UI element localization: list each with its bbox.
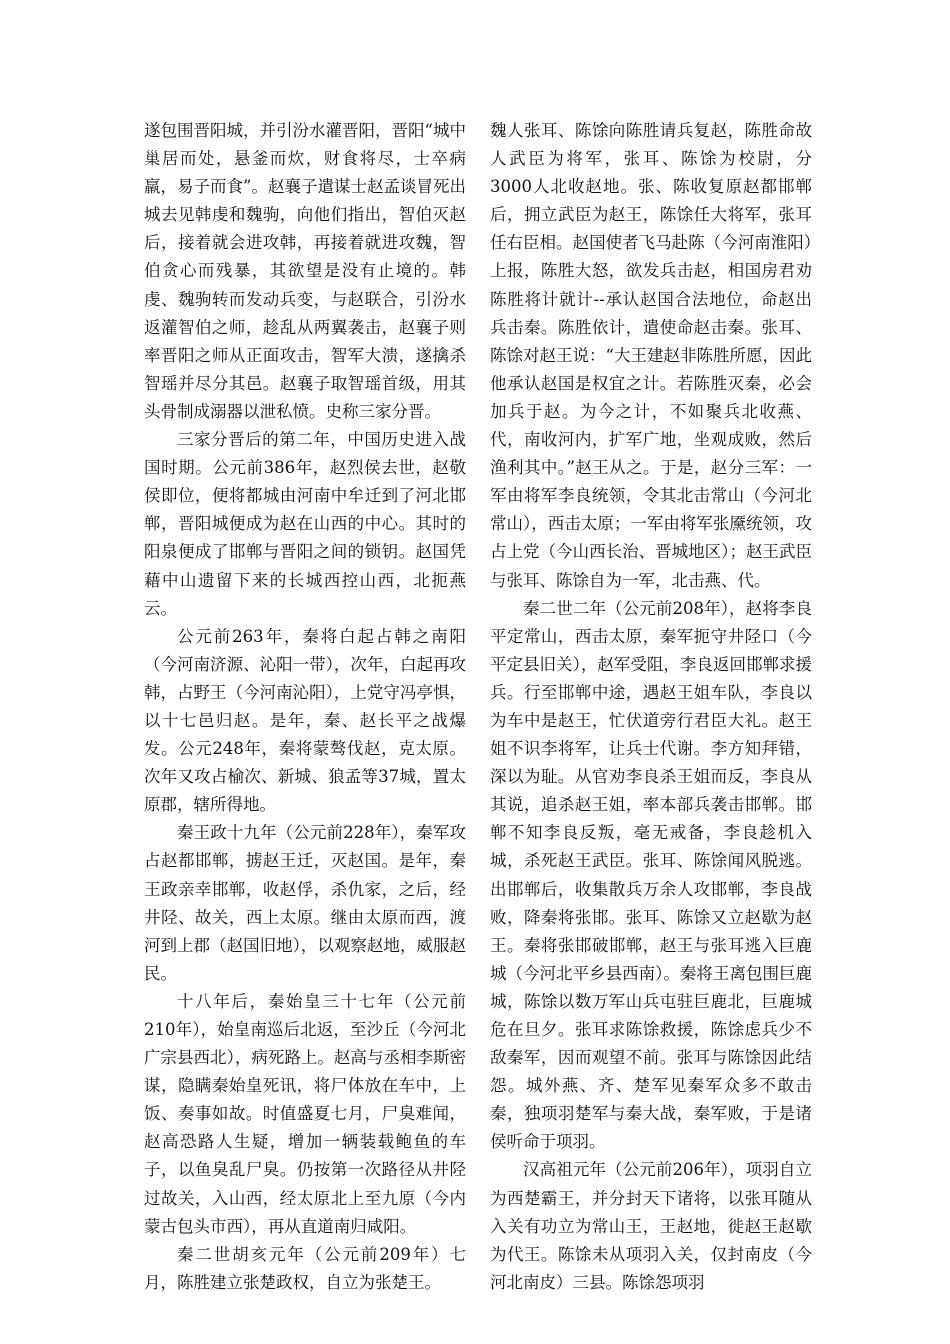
- paragraph-warring-states: 三家分晋后的第二年，中国历史进入战国时期。公元前386年，赵烈侯去世，赵敬侯即位，便将都城由河南中牟迁到了河北邯郸，晋阳城便成为赵在山西的中心。其时的阳泉便成了邯郸与晋阳之间的锁钥。赵国凭藉中山遗留下来的长城西控山西，北扼燕云。: [144, 430, 466, 618]
- paragraph-xiang-yu-enfeoffment: 汉高祖元年（公元前206年），项羽自立为西楚霸王，并分封天下诸将，以张耳随从入关有功立为常山王，王赵地，徙赵王赵歇为代王。陈馀未从项羽入关，仅封南皮（今河北南皮）三县。陈馀怨项羽: [490, 1160, 812, 1292]
- paragraph-siege-of-jinyang: 遂包围晋阳城，并引汾水灌晋阳，晋阳“城中巢居而处，悬釜而炊，财食将尽，士卒病羸，易子而食”。赵襄子遣谋士赵孟谈冒死出城去见韩虔和魏驹，向他们指出，智伯灭赵后，接着就会进攻韩，再接着就进攻魏，智伯贪心而残暴，其欲望是没有止境的。韩虔、魏驹转而发动兵变，与赵联合，引汾水返灌智伯之师，趁乱从两翼袭击，赵襄子则率晋阳之师从正面攻击，智军大溃，遂擒杀智瑶并尽分其邑。赵襄子取智瑶首级，用其头骨制成溺器以泄私愤。史称三家分晋。: [144, 121, 466, 421]
- paragraph-fall-of-zhao: 秦王政十九年（公元前228年），秦军攻占赵都邯郸，掳赵王迁，灭赵国。是年，秦王政亲幸邯郸，收赵俘，杀仇家，之后，经井陉、故关，西上太原。继由太原而西，渡河到上郡（赵国旧地），以观察赵地，威服赵民。: [144, 823, 466, 983]
- right-text-column: [490, 117, 812, 1297]
- paragraph-death-of-qin-shihuang: 十八年后，秦始皇三十七年（公元前210年），始皇南巡后北返，至沙丘（今河北广宗县西北），病死路上。赵高与丞相李斯密谋，隐瞒秦始皇死讯，将尸体放在车中，上饭、奏事如故。时值盛夏七月，尸臭难闻，赵高恐路人生疑，增加一辆装载鲍鱼的车子，以鱼臭乱尸臭。仍按第一次路径从井陉过故关，入山西，经太原北上至九原（今内蒙古包头市西），再从直道南归咸阳。: [144, 991, 466, 1236]
- left-text-column: [144, 117, 466, 1297]
- paragraph-chen-sheng: 秦二世胡亥元年（公元前209年）七月，陈胜建立张楚政权，自立为张楚王。: [144, 1244, 466, 1292]
- paragraph-changping-war: 公元前263年，秦将白起占韩之南阳（今河南济源、沁阳一带），次年，白起再攻韩，占野王（今河南沁阳），上党守冯亭惧，以十七邑归赵。是年，秦、赵长平之战爆发。公元248年，秦将蒙骜伐赵，克太原。次年又攻占榆次、新城、狼孟等37城，置太原郡，辖所得地。: [144, 626, 466, 815]
- paragraph-zhang-er-chen-yu: 魏人张耳、陈馀向陈胜请兵复赵，陈胜命故人武臣为将军，张耳、陈馀为校尉，分3000人北收赵地。张、陈收复原赵都邯郸后，拥立武臣为赵王，陈馀任大将军，张耳任右臣相。赵国使者飞马赴陈（今河南淮阳）上报，陈胜大怒，欲发兵击赵，相国房君劝陈胜将计就计--承认赵国合法地位，命赵出兵击秦。陈胜依计，遣使命赵击秦。张耳、陈馀对赵王说：“大王建赵非陈胜所愿，因此他承认赵国是权宜之计。若陈胜灭秦，必会加兵于赵。为今之计，不如聚兵北收燕、代，南收河内，扩军广地，坐观成败，然后渔利其中。”赵王从之。于是，赵分三军：一军由将军李良统领，令其北击常山（今河北常山），西击太原；一军由将军张黡统领，攻占上党（今山西长治、晋城地区）；赵王武臣与张耳、陈馀自为一军，北击燕、代。: [490, 121, 812, 590]
- paragraph-li-liang-revolt: 秦二世二年（公元前208年），赵将李良平定常山，西击太原，秦军扼守井陉口（今平定县旧关），赵军受阻，李良返回邯郸求援兵。行至邯郸中途，遇赵王姐车队，李良以为车中是赵王，忙伏道旁行君臣大礼。赵王姐不识李将军，让兵士代谢。李方知拜错，深以为耻。从官劝李良杀王姐而反，李良从其说，追杀赵王姐，率本部兵袭击邯郸。邯郸不知李良反叛，毫无戒备，李良趁机入城，杀死赵王武臣。张耳、陈馀闻风脱逃。出邯郸后，收集散兵万余人攻邯郸，李良战败，降秦将张邯。张耳、陈馀又立赵歇为赵王。秦将张邯破邯郸，赵王与张耳逃入巨鹿城（今河北平乡县西南）。秦将王离包围巨鹿城，陈馀以数万军山兵屯驻巨鹿北，巨鹿城危在旦夕。张耳求陈馀救援，陈馀虑兵少不敌秦军，因而观望不前。张耳与陈馀因此结怨。城外燕、齐、楚军见秦军众多不敢击秦，独项羽楚军与秦大战，秦军败，于是诸侯听命于项羽。: [490, 598, 812, 1152]
